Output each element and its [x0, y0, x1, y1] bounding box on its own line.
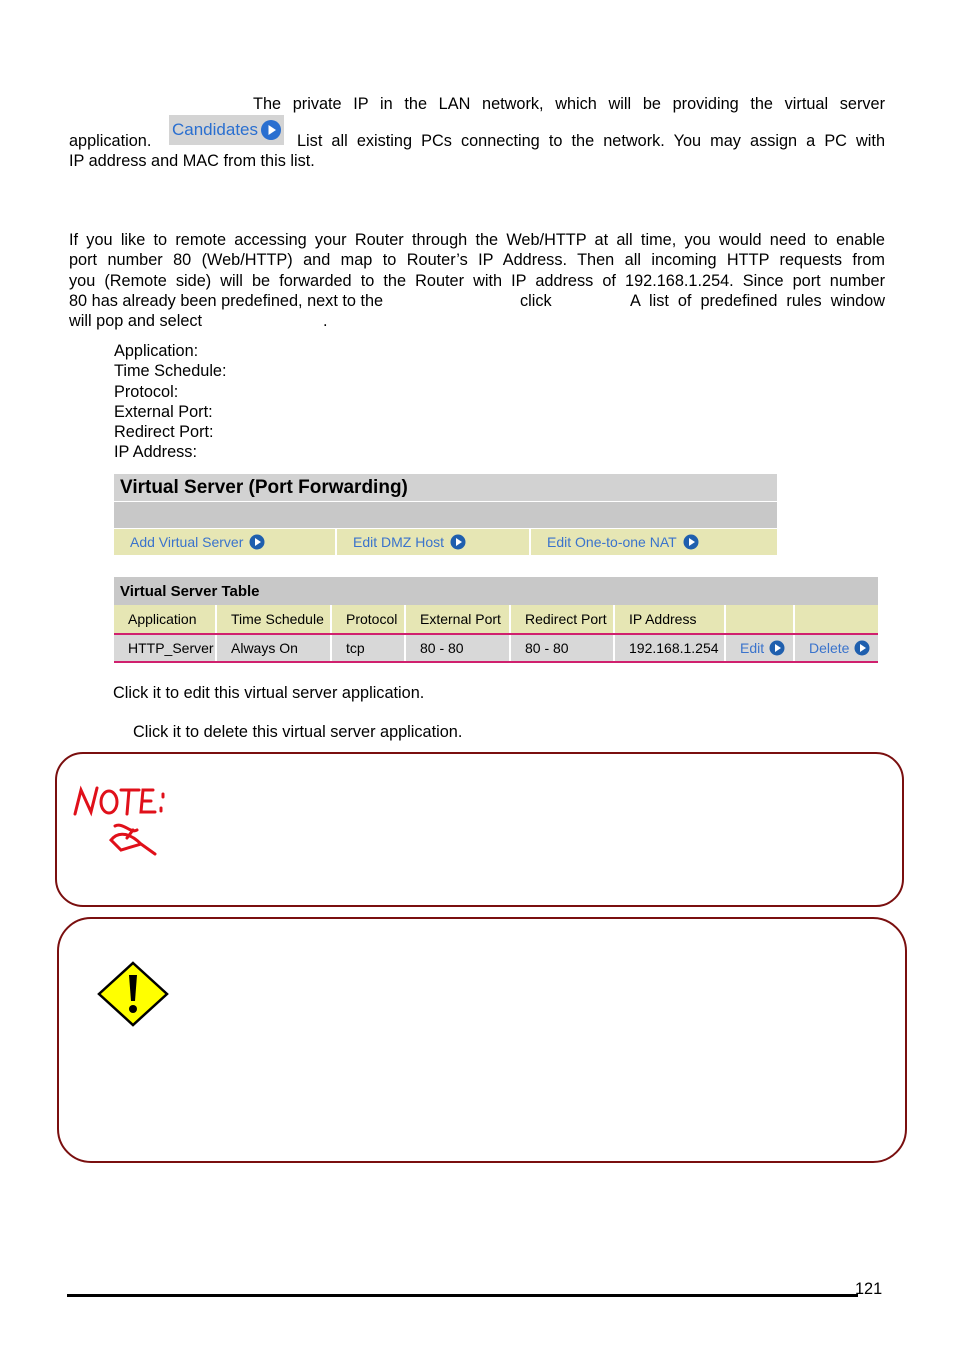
col-delete [795, 605, 878, 633]
arrow-right-icon [450, 534, 466, 550]
arrow-right-icon [261, 120, 281, 140]
table-row [114, 633, 878, 663]
col-redirect-port: Redirect Port [511, 605, 615, 633]
col-time-schedule: Time Schedule [217, 605, 332, 633]
add-virtual-server-link[interactable]: Add Virtual Server [114, 529, 337, 555]
col-edit [726, 605, 795, 633]
edit-description: Click it to edit this virtual server application. [113, 684, 425, 702]
delete-description: Click it to delete this virtual server application. [133, 723, 463, 741]
arrow-right-icon [683, 534, 699, 550]
edit-link[interactable]: Edit [726, 635, 795, 661]
field-protocol: Protocol: [114, 382, 179, 401]
field-time-schedule: Time Schedule: [114, 362, 227, 381]
edit-dmz-host-link[interactable]: Edit DMZ Host [337, 529, 531, 555]
intro-line-1: The private IP in the LAN network, which will be providing the virtual server [253, 95, 885, 113]
example-line-4a: 80 has already been predefined, next to the [69, 292, 384, 310]
field-list [114, 341, 227, 463]
vs-table-header-row [114, 605, 878, 633]
example-line-4c: A list of predefined rules window [630, 292, 885, 310]
cell-external-port: 80 - 80 [406, 635, 511, 661]
note-icon [71, 782, 191, 862]
arrow-right-icon [854, 640, 870, 656]
cell-protocol: tcp [332, 635, 406, 661]
field-application: Application: [114, 342, 199, 360]
page-number: 121 [855, 1280, 883, 1298]
field-ip-address: IP Address: [114, 443, 197, 462]
col-external-port: External Port [406, 605, 511, 633]
col-protocol: Protocol [332, 605, 406, 633]
cell-time-schedule: Always On [217, 635, 332, 661]
vs-table-title: Virtual Server Table [114, 577, 878, 605]
warning-box [57, 917, 907, 1163]
cell-redirect-port: 80 - 80 [511, 635, 615, 661]
arrow-right-icon [769, 640, 785, 656]
cell-application: HTTP_Server [114, 635, 217, 661]
delete-link[interactable]: Delete [795, 635, 878, 661]
example-line-4b: click [520, 292, 552, 310]
example-line-1: If you like to remote accessing your Router through the Web/HTTP at all time, you would need to enable [69, 231, 885, 249]
cell-ip-address: 192.168.1.254 [615, 635, 726, 661]
note-box [55, 752, 904, 907]
warning-icon [97, 961, 169, 1027]
field-external-port: External Port: [114, 402, 213, 421]
example-line-5a: will pop and select [69, 312, 203, 330]
col-ip-address: IP Address [615, 605, 726, 633]
candidates-button[interactable]: Candidates [169, 115, 284, 145]
example-line-2: port number 80 (Web/HTTP) and map to Router’s IP Address. Then all incoming HTTP requests from [69, 251, 885, 269]
field-redirect-port: Redirect Port: [114, 423, 214, 442]
intro-line-3: IP address and MAC from this list. [69, 152, 315, 170]
vs-panel-strip [114, 502, 777, 528]
arrow-right-icon [249, 534, 265, 550]
example-line-3: you (Remote side) will be forwarded to the Router with IP address of 192.168.1.254. Since port number [69, 272, 885, 290]
vs-panel-nav [114, 529, 777, 555]
example-line-5b: . [323, 312, 328, 330]
edit-one-to-one-nat-link[interactable]: Edit One-to-one NAT [531, 529, 777, 555]
intro-line-2-suffix: List all existing PCs connecting to the network. You may assign a PC with [297, 132, 885, 150]
footer-rule [67, 1294, 858, 1297]
vs-panel-title: Virtual Server (Port Forwarding) [114, 474, 777, 502]
col-application: Application [114, 605, 217, 633]
intro-line-2-prefix: application. [69, 132, 152, 150]
